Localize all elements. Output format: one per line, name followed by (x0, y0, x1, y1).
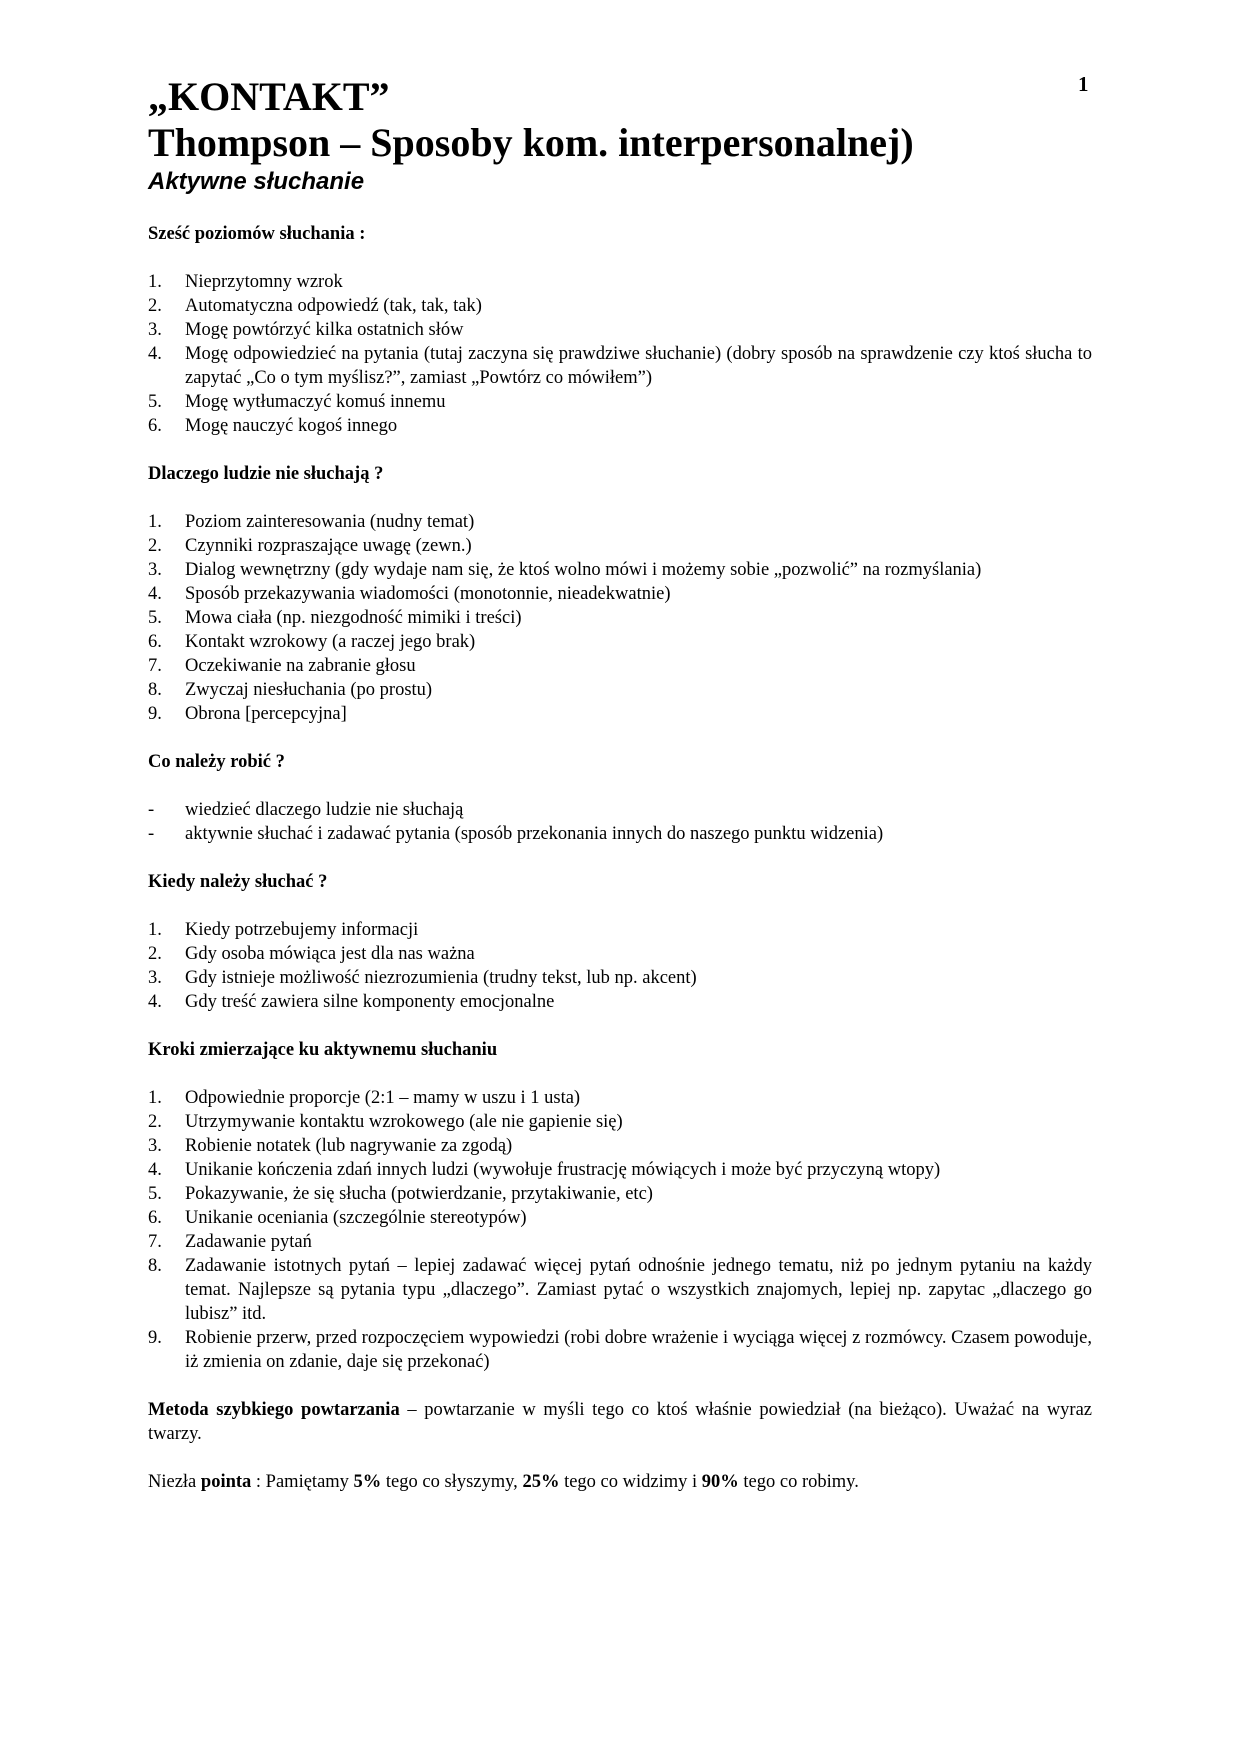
pointa-value: 25% (522, 1472, 560, 1492)
list-marker: 9. (148, 1328, 162, 1348)
list-marker: 8. (148, 680, 162, 700)
list-item-text: Utrzymywanie kontaktu wzrokowego (ale nie gapienie się) (185, 1112, 623, 1132)
list-item (148, 270, 1092, 294)
list-marker: 9. (148, 704, 162, 724)
list-marker: 1. (148, 1088, 162, 1108)
list-marker: 7. (148, 656, 162, 676)
list-marker: 6. (148, 632, 162, 652)
list-item (148, 654, 1092, 678)
list-item (148, 678, 1092, 702)
list-item-text: Dialog wewnętrzny (gdy wydaje nam się, że ktoś wolno mówi i możemy sobie „pozwolić” na rozmyślania) (185, 560, 982, 580)
list-item (148, 1110, 1092, 1134)
list-item-text: wiedzieć dlaczego ludzie nie słuchają (185, 800, 464, 820)
list-item-text: Mogę odpowiedzieć na pytania (tutaj zaczyna się prawdziwe słuchanie) (dobry sposób na sprawdzenie czy ktoś słucha to zapytać „Co o tym myślisz?”, zamiast „Powtórz co mówiłem”) (185, 344, 1092, 388)
list-marker: 4. (148, 584, 162, 604)
pointa-paragraph (148, 1470, 1092, 1494)
section-heading: Kroki zmierzające ku aktywnemu słuchaniu (148, 1040, 498, 1060)
section-list (148, 270, 1092, 438)
list-item-text: Unikanie kończenia zdań innych ludzi (wywołuje frustrację mówiących i może być przyczyną wtopy) (185, 1160, 941, 1180)
section-list (148, 918, 1092, 1014)
list-item-text: Automatyczna odpowiedź (tak, tak, tak) (185, 296, 482, 316)
list-marker: 4. (148, 344, 162, 364)
list-marker: 6. (148, 416, 162, 436)
document-content (148, 222, 1092, 1518)
list-item (148, 1134, 1092, 1158)
list-marker: 5. (148, 1184, 162, 1204)
document-title-line2: Thompson – Sposoby kom. interpersonalnej) (148, 120, 914, 165)
page-number: 1 (1078, 72, 1089, 96)
list-item-text: Gdy istnieje możliwość niezrozumienia (trudny tekst, lub np. akcent) (185, 968, 697, 988)
list-item (148, 342, 1092, 390)
list-item-text: aktywnie słuchać i zadawać pytania (sposób przekonania innych do naszego punktu widzenia) (185, 824, 884, 844)
section-list (148, 798, 1092, 846)
list-item (148, 510, 1092, 534)
list-marker: 1. (148, 512, 162, 532)
list-item (148, 534, 1092, 558)
list-marker: 2. (148, 1112, 162, 1132)
list-marker: 5. (148, 608, 162, 628)
list-item-text: Zwyczaj niesłuchania (po prostu) (185, 680, 433, 700)
list-marker: 8. (148, 1256, 162, 1276)
list-item-text: Mogę powtórzyć kilka ostatnich słów (185, 320, 464, 340)
list-item (148, 1230, 1092, 1254)
section-heading: Dlaczego ludzie nie słuchają ? (148, 464, 384, 484)
list-item-text: Obrona [percepcyjna] (185, 704, 347, 724)
list-item-text: Sposób przekazywania wiadomości (monotonnie, nieadekwatnie) (185, 584, 671, 604)
list-item (148, 630, 1092, 654)
list-item (148, 942, 1092, 966)
list-item-text: Mogę wytłumaczyć komuś innemu (185, 392, 446, 412)
list-item (148, 558, 1092, 582)
list-item-text: Kontakt wzrokowy (a raczej jego brak) (185, 632, 476, 652)
list-marker: - (148, 800, 155, 820)
list-item (148, 1158, 1092, 1182)
pointa-text: tego co słyszymy, (381, 1472, 523, 1492)
list-marker: 2. (148, 944, 162, 964)
list-item-text: Pokazywanie, że się słucha (potwierdzanie, przytakiwanie, etc) (185, 1184, 653, 1204)
list-item-text: Kiedy potrzebujemy informacji (185, 920, 419, 940)
pointa-text: tego co robimy. (738, 1472, 859, 1492)
list-item (148, 1086, 1092, 1110)
list-item (148, 702, 1092, 726)
list-item (148, 606, 1092, 630)
section-list (148, 510, 1092, 726)
sections-container (148, 222, 1092, 1374)
list-marker: 7. (148, 1232, 162, 1252)
list-item-text: Mogę nauczyć kogoś innego (185, 416, 398, 436)
list-item-text: Czynniki rozpraszające uwagę (zewn.) (185, 536, 472, 556)
list-item-text: Robienie notatek (lub nagrywanie za zgodą) (185, 1136, 513, 1156)
list-marker: - (148, 824, 155, 844)
list-item-text: Robienie przerw, przed rozpoczęciem wypowiedzi (robi dobre wrażenie i wyciąga więcej z rozmówcy. Czasem powoduje, iż zmienia on zdanie, daje się przekonać) (185, 1328, 1092, 1372)
pointa-term: pointa (200, 1472, 252, 1492)
list-item (148, 966, 1092, 990)
list-marker: 3. (148, 320, 162, 340)
list-item (148, 1182, 1092, 1206)
pointa-value: 90% (701, 1472, 739, 1492)
list-item-text: Poziom zainteresowania (nudny temat) (185, 512, 475, 532)
list-marker: 2. (148, 296, 162, 316)
list-item (148, 798, 1092, 822)
list-marker: 4. (148, 1160, 162, 1180)
document-subtitle: Aktywne słuchanie (148, 168, 365, 195)
list-item-text: Gdy treść zawiera silne komponenty emocjonalne (185, 992, 555, 1012)
pointa-value: 5% (353, 1472, 382, 1492)
list-item (148, 582, 1092, 606)
list-item (148, 414, 1092, 438)
pointa-text: : Pamiętamy (251, 1472, 354, 1492)
list-item (148, 822, 1092, 846)
section-heading: Sześć poziomów słuchania : (148, 224, 366, 244)
list-item-text: Unikanie oceniania (szczególnie stereotypów) (185, 1208, 527, 1228)
list-item-text: Odpowiednie proporcje (2:1 – mamy w uszu i 1 usta) (185, 1088, 581, 1108)
title-block (148, 74, 1098, 198)
list-item-text: Nieprzytomny wzrok (185, 272, 343, 292)
list-marker: 1. (148, 920, 162, 940)
list-item-text: Oczekiwanie na zabranie głosu (185, 656, 416, 676)
list-item (148, 1326, 1092, 1374)
method-text: – powtarzanie w myśli tego co ktoś właśnie powiedział (na bieżąco). Uważać na wyraz twarzy. (148, 1400, 1093, 1444)
method-paragraph (148, 1398, 1092, 1446)
method-term: Metoda szybkiego powtarzania (148, 1400, 400, 1420)
list-item (148, 294, 1092, 318)
list-marker: 4. (148, 992, 162, 1012)
list-item-text: Mowa ciała (np. niezgodność mimiki i treści) (185, 608, 522, 628)
list-marker: 1. (148, 272, 162, 292)
document-title: „KONTAKT” (148, 74, 390, 119)
list-marker: 3. (148, 968, 162, 988)
list-item (148, 1254, 1092, 1326)
list-marker: 2. (148, 536, 162, 556)
list-item (148, 1206, 1092, 1230)
list-item-text: Zadawanie pytań (185, 1232, 312, 1252)
list-item (148, 918, 1092, 942)
pointa-text: tego co widzimy i (559, 1472, 702, 1492)
pointa-prefix: Niezła (148, 1472, 201, 1492)
list-item (148, 390, 1092, 414)
list-marker: 3. (148, 1136, 162, 1156)
list-marker: 6. (148, 1208, 162, 1228)
list-marker: 3. (148, 560, 162, 580)
list-marker: 5. (148, 392, 162, 412)
section-heading: Kiedy należy słuchać ? (148, 872, 328, 892)
section-heading: Co należy robić ? (148, 752, 285, 772)
list-item (148, 990, 1092, 1014)
list-item (148, 318, 1092, 342)
section-list (148, 1086, 1092, 1374)
list-item-text: Zadawanie istotnych pytań – lepiej zadawać więcej pytań odnośnie jednego tematu, niż po jednym pytaniu na każdy temat. Najlepsze są pytania typu „dlaczego”. Zamiast pytać o wszystkich znajomych, lepiej np. zapytac „dlaczego go lubisz” itd. (185, 1256, 1092, 1324)
list-item-text: Gdy osoba mówiąca jest dla nas ważna (185, 944, 475, 964)
